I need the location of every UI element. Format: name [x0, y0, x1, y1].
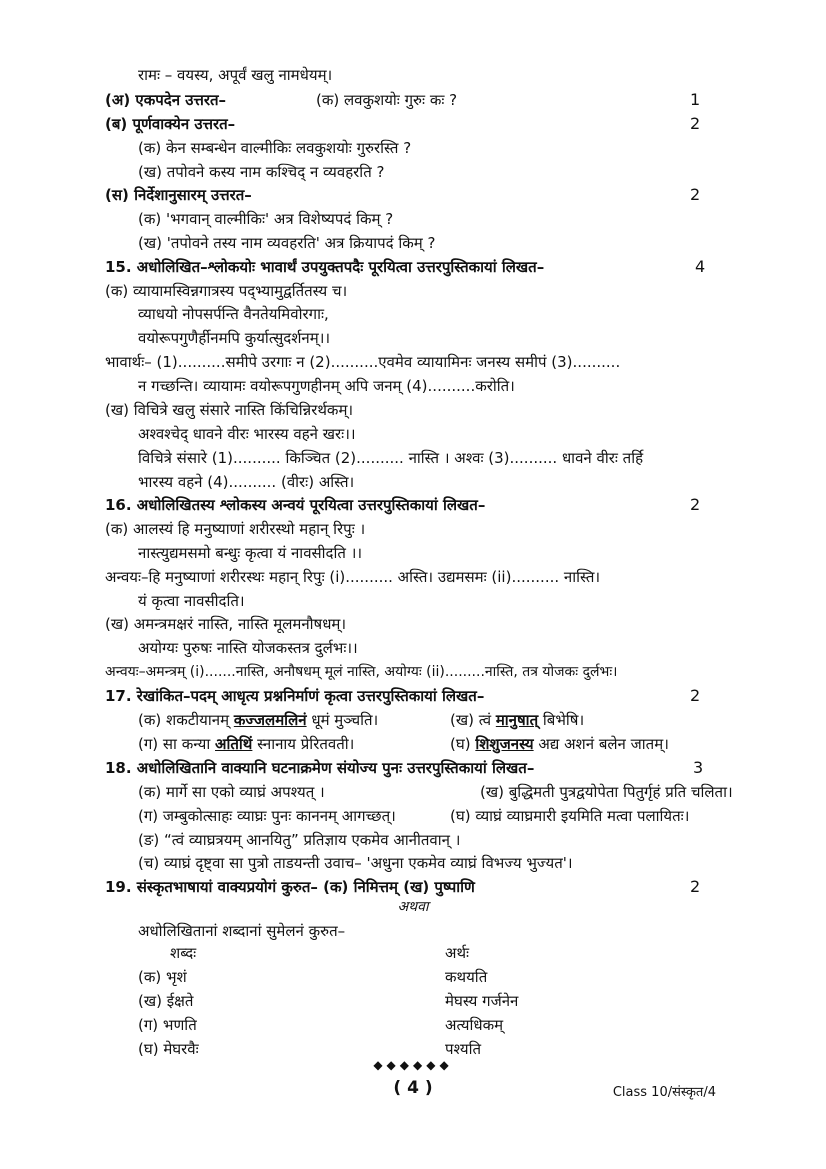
text-line-l10: (क) व्यायामस्विन्नगात्रस्य पद्भ्यामुद्वर्तितस्य च।: [105, 282, 348, 300]
text-line-l27: 17. रेखांकित–पदम् आधृत्य प्रश्ननिर्माणं कृत्वा उत्तरपुस्तिकायां लिखत–: [105, 687, 485, 705]
q17-c-text-end: स्नानाय प्रेरितवती।: [252, 735, 355, 753]
q17-b-underlined: मानुषात्: [495, 711, 539, 729]
text-line-l26: अन्वयः–अमन्त्रम् (i).......नास्ति, अनौषधम् मूलं नास्ति, अयोग्यः (ii).........नास्ति, तत्र योजकः दुर्लभः।: [105, 664, 618, 680]
text-line-l37: अधोलिखितानां शब्दानां सुमेलनं कुरुत–: [138, 922, 346, 940]
text-line-l38b: अर्थः: [445, 944, 470, 962]
text-line-l41b: अत्यधिकम्: [445, 1016, 504, 1034]
text-line-l3: (ब) पूर्णवाक्येन उत्तरत–: [105, 115, 236, 133]
marks-2: 2: [690, 114, 701, 133]
text-line-l12: वयोरूपगुणैर्हीनमपि कुर्यात्सुदर्शनम्।।: [138, 329, 331, 347]
q17-a-underlined: कज्जलमलिनं: [233, 711, 307, 729]
text-line-l32: (ग) जम्बुकोत्साहः व्याघ्रः पुनः काननम् आगच्छत्।: [138, 807, 396, 825]
text-line-l15: (ख) विचित्रे खलु संसारे नास्ति किंचिन्निरर्थकम्।: [105, 401, 354, 419]
text-line-l21: नास्त्युद्यमसमो बन्धुः कृत्वा यं नावसीदति ।।: [138, 544, 363, 562]
text-line-l2: (अ) एकपदेन उत्तरत–: [105, 91, 227, 109]
marks-6: 2: [690, 686, 701, 705]
text-line-l17: विचित्रे संसारे (1).......... किञ्चित (2).......... नास्ति । अश्वः (3).......... धावने वीरः तर्हि: [138, 449, 644, 467]
text-line-l20: (क) आलस्यं हि मनुष्याणां शरीरस्थो महान् रिपुः ।: [105, 520, 366, 538]
marks-5: 2: [690, 495, 701, 514]
text-line-l23: यं कृत्वा नावसीदति।: [138, 592, 245, 610]
text-line-l41: (ग) भणति: [138, 1016, 197, 1034]
text-line-l24: (ख) अमन्त्रमक्षरं नास्ति, नास्ति मूलमनौषधम्।: [105, 615, 347, 633]
text-line-l42b: पश्यति: [445, 1040, 482, 1058]
text-line-l32b: (घ) व्याघ्रं व्याघ्रमारी इयमिति मत्वा पलायितः।: [450, 807, 690, 825]
marks-4: 4: [695, 257, 706, 276]
marks-1: 1: [690, 90, 701, 109]
text-line-l42: (घ) मेघरवैः: [138, 1040, 199, 1058]
text-line-l1: रामः – वयस्य, अपूर्वं खलु नामधेयम्।: [138, 66, 333, 84]
text-line-l14: न गच्छन्ति। व्यायामः वयोरूपगुणहीनम् अपि जनम् (4)..........करोति।: [138, 377, 515, 395]
footer-class-label: Class 10/संस्कृत/4: [612, 1085, 716, 1100]
text-line-l13: भावार्थः– (1)..........समीपे उरगाः न (2)..........एवमेव व्यायामिनः जनस्य समीपं (3)..........: [105, 353, 621, 371]
text-line-l2b: (क) लवकुशयोः गुरुः कः ?: [316, 91, 458, 109]
text-line-l16: अश्वश्चेद् धावने वीरः भारस्य वहने खरः।।: [138, 425, 356, 443]
text-line-l33: (ङ) “त्वं व्याघ्रत्रयम् आनयितु” प्रतिज्ञाय एकमेव आनीतवान् ।: [138, 831, 461, 849]
q17-a-text-end: धूमं मुञ्चति।: [306, 711, 379, 729]
text-line-l7: (क) 'भगवान् वाल्मीकिः' अत्र विशेष्यपदं किम् ?: [138, 210, 394, 228]
text-line-l40: (ख) ईक्षते: [138, 992, 194, 1010]
bullet-divider: ◆◆◆◆◆◆: [373, 1058, 453, 1072]
text-line-l5: (ख) तपोवने कस्य नाम कश्चिद् न व्यवहरति ?: [138, 163, 385, 181]
text-line-l4: (क) केन सम्बन्धेन वाल्मीकिः लवकुशयोः गुरुरस्ति ?: [138, 139, 412, 157]
q17-c-text: (ग) सा कन्या: [138, 735, 216, 753]
text-line-l9: 15. अधोलिखित–श्लोकयोः भावार्थं उपयुक्तपदैः पूरयित्वा उत्तरपुस्तिकायां लिखत–: [105, 258, 545, 276]
q17-d-underlined: शिशुजनस्य: [475, 735, 534, 753]
q17-d-text: (घ): [450, 735, 476, 753]
q17-row-1b: [450, 709, 584, 731]
marks-8: 2: [690, 877, 701, 896]
marks-7: 3: [693, 758, 704, 777]
text-line-l8: (ख) 'तपोवने तस्य नाम व्यवहरति' अत्र क्रियापदं किम् ?: [138, 234, 436, 252]
page-number: ( 4 ): [393, 1078, 433, 1098]
text-line-l6: (स) निर्देशानुसारम् उत्तरत–: [105, 186, 252, 204]
text-line-l25: अयोग्यः पुरुषः नास्ति योजकस्तत्र दुर्लभः।।: [138, 639, 358, 657]
athava-heading: अथवा: [397, 899, 429, 915]
text-line-l19: 16. अधोलिखितस्य श्लोकस्य अन्वयं पूरयित्वा उत्तरपुस्तिकायां लिखत–: [105, 496, 486, 514]
text-line-l39b: कथयति: [445, 968, 488, 986]
q17-b-text: (ख) त्वं: [450, 711, 496, 729]
q17-row-1: [138, 709, 378, 731]
q17-row-2: [138, 733, 354, 755]
text-line-l35: 19. संस्कृतभाषायां वाक्यप्रयोगं कुरुत– (क) निमित्तम् (ख) पुष्पाणि: [105, 878, 475, 896]
q17-a-text: (क) शकटीयानम्: [138, 711, 234, 729]
text-line-l38: शब्दः: [170, 944, 197, 962]
text-line-l31: (क) मार्गे सा एको व्याघ्रं अपश्यत् ।: [138, 783, 325, 801]
text-line-l30: 18. अधोलिखितानि वाक्यानि घटनाक्रमेण संयोज्य पुनः उत्तरपुस्तिकायां लिखत–: [105, 759, 535, 777]
q17-d-text-end: अद्य अशनं बलेन जातम्।: [533, 735, 669, 753]
text-line-l11: व्याधयो नोपसर्पन्ति वैनतेयमिवोरगाः,: [138, 305, 329, 323]
text-line-l22: अन्वयः–हि मनुष्याणां शरीरस्थः महान् रिपुः (i).......... अस्ति। उद्यमसमः (ii).......... नास्ति।: [105, 568, 601, 586]
text-line-l31b: (ख) बुद्धिमती पुत्रद्वयोपेता पितुर्गृहं प्रति चलिता।: [480, 783, 733, 801]
q17-row-2b: [450, 733, 669, 755]
text-line-l40b: मेघस्य गर्जनेन: [445, 992, 519, 1010]
text-line-l34: (च) व्याघ्रं दृष्ट्वा सा पुत्रो ताडयन्ती उवाच– 'अधुना एकमेव व्याघ्रं विभज्य भुज्यत'।: [138, 854, 573, 872]
q17-b-text-end: बिभेषि।: [538, 711, 585, 729]
text-line-l18: भारस्य वहने (4).......... (वीरः) अस्ति।: [138, 473, 355, 491]
q17-c-underlined: अतिथिं: [215, 735, 253, 753]
text-line-l39: (क) भृशं: [138, 968, 187, 986]
marks-3: 2: [690, 185, 701, 204]
